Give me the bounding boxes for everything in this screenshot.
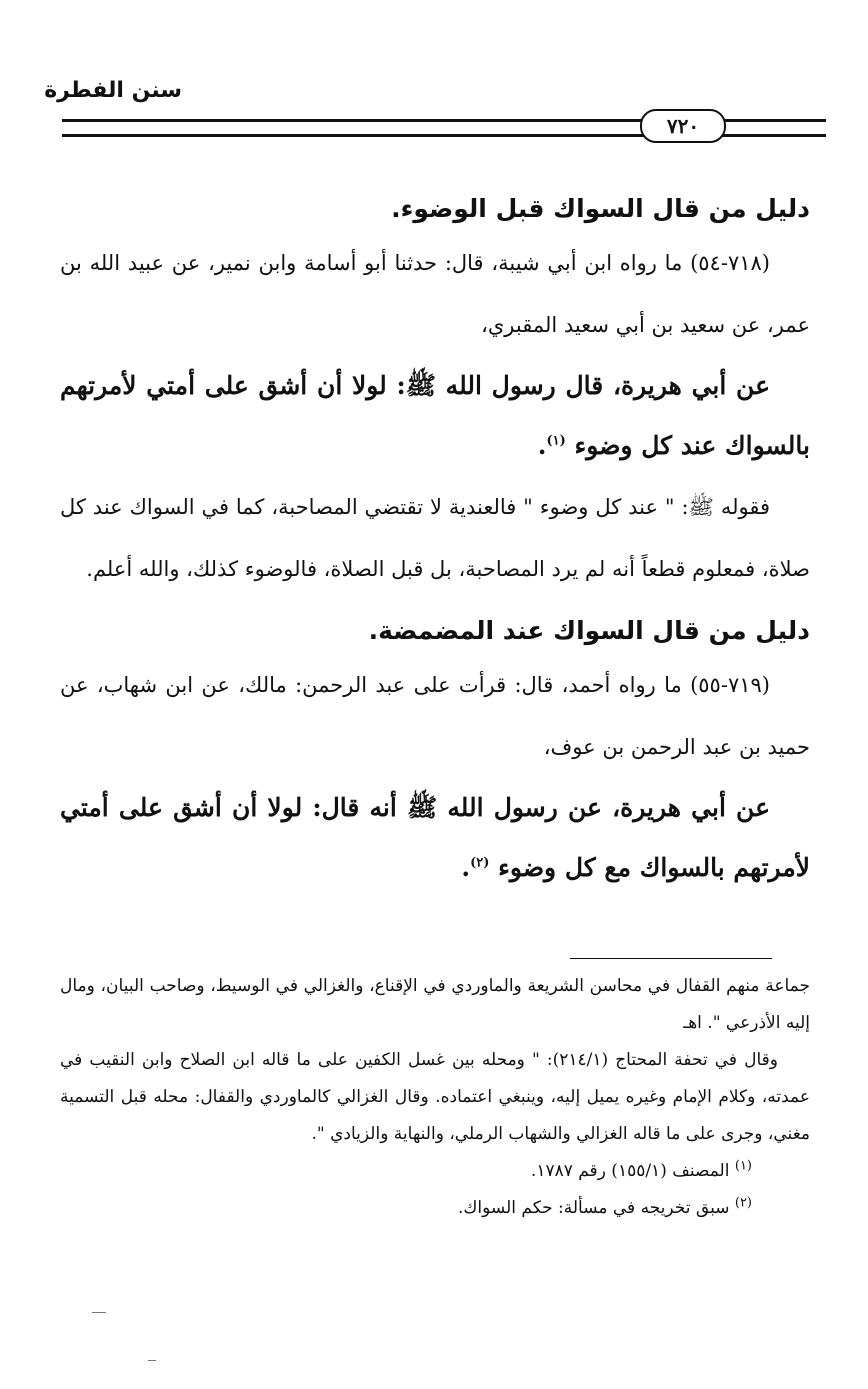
footnote-text: سبق تخريجه في مسألة: حكم السواك. <box>458 1198 730 1218</box>
running-header-title: سنن الفطرة <box>44 78 182 103</box>
hadith-text: عن أبي هريرة، قال رسول الله ﷺ: لولا أن أشق على أمتي لأمرتهم بالسواك عند كل وضوء <box>60 371 810 460</box>
footnote-continuation-2: وقال في تحفة المحتاج (٢١٤/١): " ومحله بين غسل الكفين على ما قاله ابن الصلاح وابن النقيب في عمدته، وكلام الإمام وغيره يميل إليه، وينبغي اعتماده. وقال الغزالي كالماوردي والقفال: محله قبل التسمية مغني، وجرى على ما قاله الغزالي والشهاب الرملي، والنهاية والزيادي ". <box>60 1050 810 1144</box>
footnote-1 <box>60 1153 810 1190</box>
narration-718: (٧١٨-٥٤) ما رواه ابن أبي شيبة، قال: حدثنا أبو أسامة وابن نمير، عن عبيد الله بن عمر، عن سعيد بن أبي سعيد المقبري، <box>60 251 810 337</box>
hadith-719 <box>60 778 810 898</box>
hadith-718 <box>60 356 810 476</box>
section-heading-1: دليل من قال السواك قبل الوضوء. <box>391 194 810 223</box>
footnote-marker: (٢) <box>734 1195 752 1211</box>
footnote-ref-1: (١) <box>546 433 566 449</box>
scan-speck <box>92 1312 106 1313</box>
narration-719: (٧١٩-٥٥) ما رواه أحمد، قال: قرأت على عبد الرحمن: مالك، عن ابن شهاب، عن حميد بن عبد الرحمن بن عوف، <box>60 673 810 759</box>
hadith-end: . <box>537 431 547 460</box>
main-text <box>60 186 810 898</box>
section-heading-2: دليل من قال السواك عند المضمضة. <box>368 616 810 645</box>
footnote-2 <box>60 1190 810 1227</box>
footnote-text: المصنف (١٥٥/١) رقم ١٧٨٧. <box>530 1161 730 1181</box>
hadith-end: . <box>461 853 471 882</box>
footnote-ref-2: (٢) <box>470 855 490 871</box>
footnote-marker: (١) <box>734 1158 752 1174</box>
hadith-text: عن أبي هريرة، عن رسول الله ﷺ أنه قال: لولا أن أشق على أمتي لأمرتهم بالسواك مع كل وضوء <box>60 793 810 882</box>
footnote-separator <box>570 958 772 959</box>
scan-speck <box>148 1360 156 1361</box>
footnotes <box>60 968 810 1227</box>
page-number: ٧٢٠ <box>640 109 726 143</box>
commentary-paragraph: فقوله ﷺ: " عند كل وضوء " فالعندية لا تقتضي المصاحبة، كما في السواك عند كل صلاة، فمعلوم قطعاً أنه لم يرد المصاحبة، بل قبل الصلاة، فالوضوء كذلك، والله أعلم. <box>60 495 810 581</box>
footnote-continuation-1: جماعة منهم القفال في محاسن الشريعة والماوردي في الإقناع، والغزالي في الوسيط، وصاحب البيان، ومال إليه الأذرعي ". اهـ <box>60 976 810 1033</box>
